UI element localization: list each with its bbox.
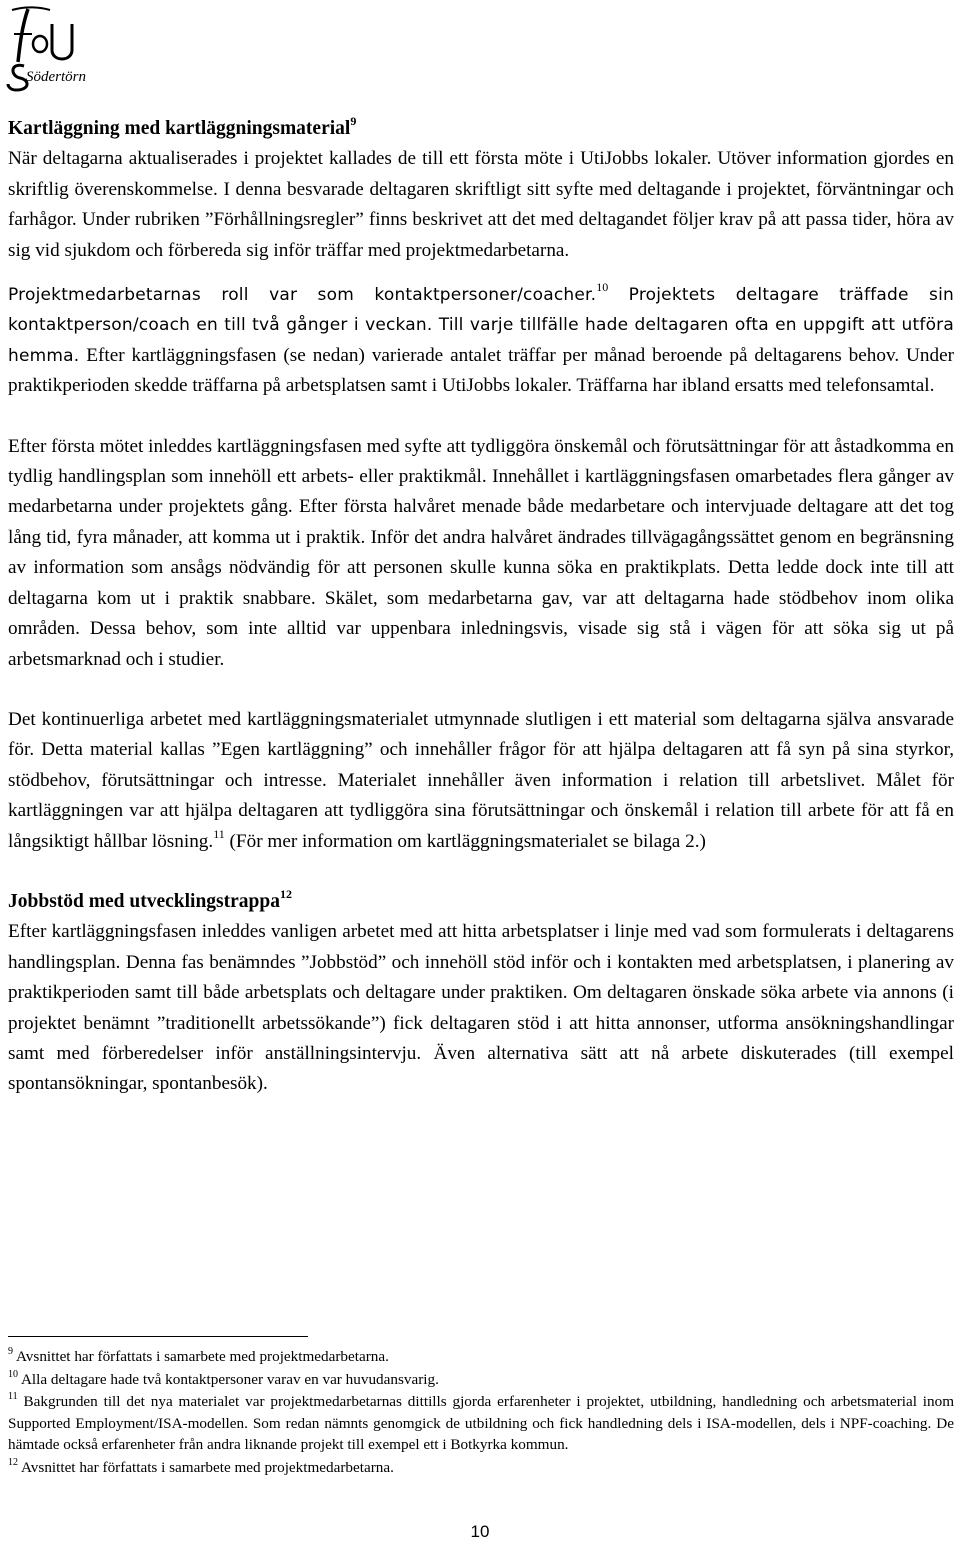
footnote-divider — [8, 1336, 308, 1337]
footnote-item: $^{12}$ Avsnittet har författats i samarbete med projektmedarbetarna. — [8, 1456, 394, 1476]
footnote-ref-11[interactable]: 11 — [213, 826, 225, 841]
footnote-ref-12[interactable]: 12 — [279, 886, 292, 901]
logo-place-text: Södertörn — [26, 69, 86, 85]
footnote-item: $^{10}$ Alla deltagare hade två kontaktpersoner varav en var huvudansvarig. — [8, 1368, 439, 1388]
section-heading-jobbstod: Jobbstöd med utvecklingstrappa$^{12}$ — [8, 886, 292, 912]
footnotes — [8, 1346, 954, 1479]
paragraph-egen-kartlaggning: Det kontinuerliga arbetet med kartläggningsmaterialet utmynnade slutligen i ett material som deltagarna själva ansvarade för. Detta material kallas ”Egen kartläggning” och innehåller frågor för att hjälpa deltagaren att få syn på sina styrkor, stödbehov, förutsättningar och intresse. Materialet innehåller även information i relation till arbetslivet. Målet för kartläggningen var att hjälpa deltagaren att tydliggöra sina förutsättningar och önskemål i relation till arbete för att få en långsiktigt hållbar lösning.$^{11}$ (För mer information om kartläggningsmaterialet se bilaga 2.) — [8, 708, 954, 852]
footnote-item: $^{11}$ Bakgrunden till det nya materialet var projektmedarbetarnas dittills gjorda erfarenheter i projektet, utbildning, handledning och arbetsmaterial inom Supported Employment/ISA-modellen. Som redan nämnts genomgick de utbildning och fick handledning dels i ISA-modellen, dels i NPF-coaching. De hämtade också erfarenheter från andra liknande projekt till exempel ett i Botkyrka kommun. — [8, 1391, 955, 1453]
footnote-item: $^9$ Avsnittet har författats i samarbete med projektmedarbetarna. — [8, 1346, 389, 1365]
paragraph-intro: När deltagarna aktualiserades i projektet kallades de till ett första möte i UtiJobbs lokaler. Utöver information gjordes en skriftlig överenskommelse. I denna besvarade deltagaren skriftligt sitt syfte med deltagande i projektet, förväntningar och farhågor. Under rubriken ”Förhållningsregler” finns beskrivet att det med deltagandet följer krav på att passa tider, höra av sig vid sjukdom och förbereda sig inför träffar med projektmedarbetarna. — [8, 148, 954, 261]
paragraph-jobbstod: Efter kartläggningsfasen inleddes vanligen arbetet med att hitta arbetsplatser i linje med vad som formulerats i deltagarens handlingsplan. Denna fas benämndes ”Jobbstöd” och innehöll stöd inför och i kontakten med arbetsplatsen, i planering av praktikperioden samt till både arbetsplats och deltagare under praktiken. Om deltagaren önskade söka arbete via annons (i projektet benämnt ”traditionellt arbetssökande”) fick deltagaren stöd i att hitta annonser, utforma ansökningshandlingar samt med förberedelser inför anställningsintervju. Även alternativa sätt att nå arbete diskuterades (till exempel spontansökningar, spontanbesök). — [8, 921, 954, 1095]
paragraph-coacher: Projektmedarbetarnas roll var som kontaktpersoner/coacher.$^{10}$ Projektets deltagare träffade sin kontaktperson/coach en till två gånger i veckan. Till varje tillfälle hade deltagaren ofta en uppgift att utföra hemma. Efter kartläggningsfasen (se nedan) varierade antalet träffar per månad beroende på deltagarens behov. Under praktikperioden skedde träffarna på arbetsplatsen samt i UtiJobbs lokaler. Träffarna har ibland ersatts med telefonsamtal. — [8, 280, 955, 397]
footnote-ref-10[interactable]: 10 — [596, 280, 609, 295]
footnote-ref-9[interactable]: 9 — [350, 114, 357, 128]
fou-sodertorn-logo — [6, 4, 88, 92]
page-body — [8, 114, 954, 1100]
section-heading-kartlaggning: Kartläggning med kartläggningsmaterial$^9$ — [8, 114, 357, 139]
page-number: 10 — [470, 1522, 490, 1541]
paragraph-kartlaggningsfasen: Efter första mötet inleddes kartläggningsfasen med syfte att tydliggöra önskemål och förutsättningar för att åstadkomma en tydlig handlingsplan som innehöll ett arbets- eller praktikmål. Innehållet i kartläggningsfasen omarbetades flera gånger av medarbetarna under projektets gång. Efter första halvåret menade både medarbetare och intervjuade deltagare att det tog lång tid, fyra månader, att komma ut i praktik. Inför det andra halvåret ändrades tillvägagångssättet genom en begränsning av information som ansågs nödvändig för att personen skulle kunna söka en praktikplats. Detta ledde dock inte till att deltagarna kom ut i praktik snabbare. Skälet, som medarbetarna gav, var att deltagarna hade stödbehov inom olika områden. Dessa behov, som inte alltid var uppenbara inledningsvis, visade sig stå i vägen för att söka sig ut på arbetsmarknad och i studier. — [8, 435, 954, 670]
